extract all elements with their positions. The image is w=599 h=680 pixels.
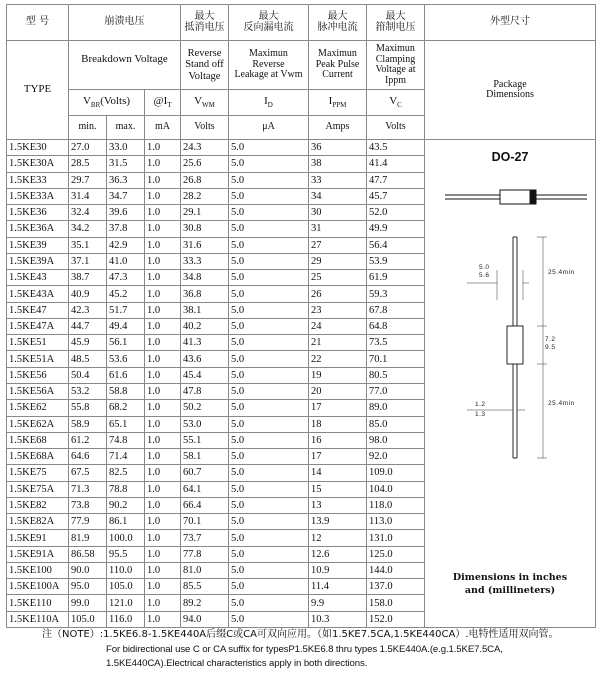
cell-value: 45.9 [69, 335, 107, 351]
cell-value: 37.1 [69, 253, 107, 269]
cell-value: 5.0 [229, 270, 309, 286]
cell-value: 22 [309, 351, 367, 367]
cell-value: 53.6 [107, 351, 145, 367]
cell-type: 1.5KE100A [7, 579, 69, 595]
cell-value: 94.0 [181, 611, 229, 627]
cell-value: 38.7 [69, 270, 107, 286]
cell-value: 1.0 [145, 416, 181, 432]
cell-value: 18 [309, 416, 367, 432]
package-drawing [427, 140, 593, 627]
cell-value: 98.0 [367, 432, 425, 448]
cell-value: 85.5 [181, 579, 229, 595]
cell-value: 5.0 [229, 611, 309, 627]
cell-value: 5.0 [229, 188, 309, 204]
cell-value: 38 [309, 156, 367, 172]
cell-value: 59.3 [367, 286, 425, 302]
cell-value: 1.0 [145, 465, 181, 481]
cell-value: 23 [309, 302, 367, 318]
cell-value: 9.9 [309, 595, 367, 611]
cell-value: 90.2 [107, 497, 145, 513]
dimensions-note-line-2: and (millineters) [464, 585, 556, 597]
cell-value: 37.8 [107, 221, 145, 237]
cell-value: 58.9 [69, 416, 107, 432]
cell-type: 1.5KE43 [7, 270, 69, 286]
header-standoff-en: Reverse Stand off Voltage [181, 41, 229, 90]
cell-value: 1.0 [145, 140, 181, 156]
cell-type: 1.5KE33 [7, 172, 69, 188]
cell-value: 1.0 [145, 318, 181, 334]
cell-type: 1.5KE75A [7, 481, 69, 497]
cell-value: 73.5 [367, 335, 425, 351]
cell-value: 45.7 [367, 188, 425, 204]
diode-side-view [445, 190, 587, 204]
cell-value: 29 [309, 253, 367, 269]
cell-value: 77.9 [69, 514, 107, 530]
cell-value: 49.4 [107, 318, 145, 334]
cell-value: 1.0 [145, 400, 181, 416]
cell-value: 116.0 [107, 611, 145, 627]
cell-value: 1.0 [145, 156, 181, 172]
unit-min: min. [69, 116, 107, 140]
header-leakage-cn: 最大 反向漏电流 [229, 5, 309, 41]
cell-value: 77.0 [367, 383, 425, 399]
cell-value: 86.1 [107, 514, 145, 530]
unit-volts-vwm: Volts [181, 116, 229, 140]
cell-value: 48.5 [69, 351, 107, 367]
cell-type: 1.5KE30A [7, 156, 69, 172]
header-leakage-en: Maximun Reverse Leakage at Vwm [229, 41, 309, 90]
cell-value: 1.0 [145, 595, 181, 611]
header-outline-cn: 外型尺寸 [425, 5, 596, 41]
cell-value: 92.0 [367, 449, 425, 465]
cell-value: 1.0 [145, 530, 181, 546]
cell-value: 5.0 [229, 595, 309, 611]
cell-value: 5.0 [229, 221, 309, 237]
cell-value: 1.0 [145, 302, 181, 318]
cell-value: 1.0 [145, 611, 181, 627]
cell-type: 1.5KE91 [7, 530, 69, 546]
header-ippm: $I_{PPM}$ [309, 90, 367, 116]
cell-value: 82.5 [107, 465, 145, 481]
cell-type: 1.5KE33A [7, 188, 69, 204]
cell-value: 64.8 [367, 318, 425, 334]
cell-value: 44.7 [69, 318, 107, 334]
cell-value: 1.0 [145, 546, 181, 562]
cell-value: 64.6 [69, 449, 107, 465]
cell-value: 29.7 [69, 172, 107, 188]
cell-value: 118.0 [367, 497, 425, 513]
cell-value: 5.0 [229, 497, 309, 513]
cell-value: 34.2 [69, 221, 107, 237]
cell-value: 47.3 [107, 270, 145, 286]
cell-value: 19 [309, 367, 367, 383]
cell-value: 31.4 [69, 188, 107, 204]
cell-value: 31 [309, 221, 367, 237]
cell-value: 33.3 [181, 253, 229, 269]
cell-value: 152.0 [367, 611, 425, 627]
header-vwm: $V_{WM}$ [181, 90, 229, 116]
cell-value: 71.3 [69, 481, 107, 497]
cell-value: 71.4 [107, 449, 145, 465]
cell-type: 1.5KE56 [7, 367, 69, 383]
note-line-2: For bidirectional use C or CA suffix for typesP1.5KE6.8 thru types 1.5KE440A.(e.g.1.5KE7.5CA, [106, 643, 503, 655]
cell-value: 5.0 [229, 335, 309, 351]
cell-value: 5.0 [229, 367, 309, 383]
cell-value: 5.0 [229, 253, 309, 269]
cell-value: 5.0 [229, 286, 309, 302]
lead-length-bottom: 25.4min [548, 400, 575, 407]
cell-value: 55.1 [181, 432, 229, 448]
cell-value: 13.9 [309, 514, 367, 530]
unit-volts-vc: Volts [367, 116, 425, 140]
header-breakdown-en: Breakdown Voltage [69, 41, 181, 90]
cell-value: 121.0 [107, 595, 145, 611]
cell-value: 1.0 [145, 367, 181, 383]
cell-value: 70.1 [181, 514, 229, 530]
cell-type: 1.5KE43A [7, 286, 69, 302]
cell-value: 85.0 [367, 416, 425, 432]
cell-type: 1.5KE51A [7, 351, 69, 367]
cell-type: 1.5KE82 [7, 497, 69, 513]
cell-type: 1.5KE91A [7, 546, 69, 562]
cell-value: 67.8 [367, 302, 425, 318]
cell-value: 36 [309, 140, 367, 156]
cell-value: 43.6 [181, 351, 229, 367]
cell-value: 29.1 [181, 205, 229, 221]
header-clamp-cn: 最大 箝制电压 [367, 5, 425, 41]
lead-diameter-max: 1.3 [475, 411, 486, 418]
cell-value: 30.8 [181, 221, 229, 237]
cell-value: 67.5 [69, 465, 107, 481]
cell-value: 5.0 [229, 383, 309, 399]
cell-value: 1.0 [145, 351, 181, 367]
cell-value: 5.0 [229, 156, 309, 172]
dimension-labels [475, 264, 575, 418]
cell-value: 80.5 [367, 367, 425, 383]
cell-type: 1.5KE100 [7, 562, 69, 578]
cell-value: 14 [309, 465, 367, 481]
cell-value: 31.6 [181, 237, 229, 253]
cell-value: 56.4 [367, 237, 425, 253]
cell-value: 26 [309, 286, 367, 302]
diode-outline-svg [427, 140, 596, 627]
cell-value: 10.9 [309, 562, 367, 578]
cell-value: 43.5 [367, 140, 425, 156]
cell-value: 1.0 [145, 205, 181, 221]
cell-value: 16 [309, 432, 367, 448]
cell-value: 28.2 [181, 188, 229, 204]
cell-type: 1.5KE62 [7, 400, 69, 416]
cell-value: 74.8 [107, 432, 145, 448]
cell-value: 95.5 [107, 546, 145, 562]
cell-value: 86.58 [69, 546, 107, 562]
cell-value: 60.7 [181, 465, 229, 481]
cell-value: 34.8 [181, 270, 229, 286]
cell-value: 95.0 [69, 579, 107, 595]
cell-value: 5.0 [229, 302, 309, 318]
cell-value: 17 [309, 449, 367, 465]
cell-type: 1.5KE110 [7, 595, 69, 611]
cell-value: 5.0 [229, 416, 309, 432]
cell-value: 104.0 [367, 481, 425, 497]
note-line-3: 1.5KE440CA).Electrical characteristics apply in both directions. [106, 658, 368, 670]
body-diameter-max: 5.0 [479, 264, 490, 271]
cell-value: 36.3 [107, 172, 145, 188]
cell-value: 31.5 [107, 156, 145, 172]
cell-value: 11.4 [309, 579, 367, 595]
diode-top-view [507, 237, 523, 458]
cell-value: 5.0 [229, 432, 309, 448]
cell-value: 25 [309, 270, 367, 286]
cell-value: 65.1 [107, 416, 145, 432]
cell-value: 20 [309, 383, 367, 399]
cell-value: 17 [309, 400, 367, 416]
cell-value: 5.0 [229, 449, 309, 465]
cell-value: 5.0 [229, 465, 309, 481]
cell-value: 89.0 [367, 400, 425, 416]
cell-type: 1.5KE36A [7, 221, 69, 237]
cell-value: 51.7 [107, 302, 145, 318]
cell-value: 49.9 [367, 221, 425, 237]
cell-value: 81.9 [69, 530, 107, 546]
cell-value: 1.0 [145, 188, 181, 204]
cell-value: 1.0 [145, 253, 181, 269]
cell-value: 5.0 [229, 400, 309, 416]
note-line-1: 注（NOTE）:1.5KE6.8-1.5KE440A后缀C或CA可双向应用。（如1.5KE7.5CA,1.5KE440CA）.电特性适用双向管。 [42, 629, 559, 640]
cell-value: 66.4 [181, 497, 229, 513]
cell-value: 40.2 [181, 318, 229, 334]
spec-table [6, 4, 596, 628]
header-model-cn: 型 号 [7, 5, 69, 41]
cell-value: 1.0 [145, 449, 181, 465]
unit-amps: Amps [309, 116, 367, 140]
cell-value: 35.1 [69, 237, 107, 253]
cell-type: 1.5KE82A [7, 514, 69, 530]
cell-value: 45.4 [181, 367, 229, 383]
cell-value: 5.0 [229, 140, 309, 156]
cell-value: 1.0 [145, 237, 181, 253]
cell-type: 1.5KE75 [7, 465, 69, 481]
header-id: $I_D$ [229, 90, 309, 116]
cell-value: 12.6 [309, 546, 367, 562]
lead-length-top: 25.4min [548, 269, 575, 276]
body-diameter-min: 5.6 [479, 272, 490, 279]
cell-value: 50.4 [69, 367, 107, 383]
table-row [7, 140, 596, 156]
cell-value: 42.9 [107, 237, 145, 253]
unit-max: max. [107, 116, 145, 140]
cell-value: 1.0 [145, 514, 181, 530]
cell-value: 90.0 [69, 562, 107, 578]
cell-type: 1.5KE39 [7, 237, 69, 253]
header-breakdown-cn: 崩溃电压 [69, 5, 181, 41]
cell-value: 5.0 [229, 546, 309, 562]
cell-value: 52.0 [367, 205, 425, 221]
cell-value: 73.8 [69, 497, 107, 513]
cell-value: 21 [309, 335, 367, 351]
header-clamp-en: Maximun Clamping Voltage at Ippm [367, 41, 425, 90]
cell-value: 5.0 [229, 579, 309, 595]
cell-value: 39.6 [107, 205, 145, 221]
cell-type: 1.5KE51 [7, 335, 69, 351]
cell-value: 30 [309, 205, 367, 221]
cell-value: 10.3 [309, 611, 367, 627]
cell-value: 109.0 [367, 465, 425, 481]
cell-value: 77.8 [181, 546, 229, 562]
cell-value: 70.1 [367, 351, 425, 367]
cell-value: 99.0 [69, 595, 107, 611]
cell-value: 61.9 [367, 270, 425, 286]
cell-value: 34.7 [107, 188, 145, 204]
dimensions-note-line-1: Dimensions in inches [452, 572, 568, 583]
package-drawing-cell [425, 140, 596, 628]
cell-value: 5.0 [229, 205, 309, 221]
cell-value: 1.0 [145, 221, 181, 237]
cell-value: 89.2 [181, 595, 229, 611]
cell-value: 24.3 [181, 140, 229, 156]
cell-value: 64.1 [181, 481, 229, 497]
cell-value: 113.0 [367, 514, 425, 530]
cell-value: 1.0 [145, 383, 181, 399]
header-it: $@I_T$ [145, 90, 181, 116]
unit-ua: μA [229, 116, 309, 140]
cell-value: 36.8 [181, 286, 229, 302]
cell-value: 15 [309, 481, 367, 497]
cell-value: 34 [309, 188, 367, 204]
cell-value: 47.8 [181, 383, 229, 399]
cell-value: 61.6 [107, 367, 145, 383]
notes [42, 627, 592, 672]
cell-value: 5.0 [229, 172, 309, 188]
header-vbr: $V_{BR}(Volts)$ [69, 90, 145, 116]
cell-value: 5.0 [229, 351, 309, 367]
cell-type: 1.5KE30 [7, 140, 69, 156]
cell-value: 47.7 [367, 172, 425, 188]
cell-value: 1.0 [145, 286, 181, 302]
cell-value: 12 [309, 530, 367, 546]
cell-value: 1.0 [145, 432, 181, 448]
cell-value: 26.8 [181, 172, 229, 188]
cell-value: 61.2 [69, 432, 107, 448]
cell-value: 27 [309, 237, 367, 253]
unit-ma: mA [145, 116, 181, 140]
cell-value: 53.9 [367, 253, 425, 269]
cell-type: 1.5KE110A [7, 611, 69, 627]
cell-value: 78.8 [107, 481, 145, 497]
cell-value: 56.1 [107, 335, 145, 351]
cell-value: 33 [309, 172, 367, 188]
cell-value: 1.0 [145, 562, 181, 578]
cell-type: 1.5KE56A [7, 383, 69, 399]
cell-value: 53.2 [69, 383, 107, 399]
cell-value: 1.0 [145, 579, 181, 595]
dimensions-note [427, 571, 593, 598]
cell-value: 125.0 [367, 546, 425, 562]
cell-value: 110.0 [107, 562, 145, 578]
cell-value: 41.0 [107, 253, 145, 269]
cell-value: 100.0 [107, 530, 145, 546]
header-standoff-cn: 最大 抵消电压 [181, 5, 229, 41]
cell-value: 73.7 [181, 530, 229, 546]
cell-value: 144.0 [367, 562, 425, 578]
lead-diameter-min: 1.2 [475, 401, 486, 408]
cell-value: 50.2 [181, 400, 229, 416]
cell-value: 13 [309, 497, 367, 513]
cell-value: 40.9 [69, 286, 107, 302]
cell-value: 33.0 [107, 140, 145, 156]
cell-value: 5.0 [229, 481, 309, 497]
cell-value: 55.8 [69, 400, 107, 416]
cell-value: 24 [309, 318, 367, 334]
cell-value: 81.0 [181, 562, 229, 578]
cell-value: 1.0 [145, 270, 181, 286]
cell-value: 1.0 [145, 481, 181, 497]
cell-value: 1.0 [145, 335, 181, 351]
cell-value: 25.6 [181, 156, 229, 172]
cell-value: 53.0 [181, 416, 229, 432]
cell-value: 58.8 [107, 383, 145, 399]
cell-value: 28.5 [69, 156, 107, 172]
cell-value: 68.2 [107, 400, 145, 416]
header-vc: $V_C$ [367, 90, 425, 116]
cell-type: 1.5KE68A [7, 449, 69, 465]
cell-value: 42.3 [69, 302, 107, 318]
cell-type: 1.5KE47A [7, 318, 69, 334]
cell-value: 1.0 [145, 172, 181, 188]
cell-value: 41.4 [367, 156, 425, 172]
cell-type: 1.5KE68 [7, 432, 69, 448]
cell-value: 45.2 [107, 286, 145, 302]
header-pulse-cn: 最大 脉冲电流 [309, 5, 367, 41]
body-length-max: 9.5 [545, 344, 556, 351]
cell-value: 5.0 [229, 530, 309, 546]
package-name: DO-27 [491, 150, 529, 164]
header-pulse-en: Maximun Peak Pulse Current [309, 41, 367, 90]
cell-type: 1.5KE39A [7, 253, 69, 269]
cell-value: 5.0 [229, 237, 309, 253]
cell-value: 38.1 [181, 302, 229, 318]
cell-value: 131.0 [367, 530, 425, 546]
cell-value: 105.0 [107, 579, 145, 595]
cell-value: 105.0 [69, 611, 107, 627]
header-type: TYPE [7, 41, 69, 140]
header-package-en: Package Dimensions [425, 41, 596, 140]
cell-value: 158.0 [367, 595, 425, 611]
cell-value: 5.0 [229, 318, 309, 334]
cell-value: 58.1 [181, 449, 229, 465]
cell-value: 27.0 [69, 140, 107, 156]
cell-value: 5.0 [229, 562, 309, 578]
cell-value: 32.4 [69, 205, 107, 221]
cell-type: 1.5KE36 [7, 205, 69, 221]
cell-value: 5.0 [229, 514, 309, 530]
cell-type: 1.5KE62A [7, 416, 69, 432]
body-length-min: 7.2 [545, 336, 556, 343]
cell-value: 41.3 [181, 335, 229, 351]
cell-value: 137.0 [367, 579, 425, 595]
cell-type: 1.5KE47 [7, 302, 69, 318]
cell-value: 1.0 [145, 497, 181, 513]
